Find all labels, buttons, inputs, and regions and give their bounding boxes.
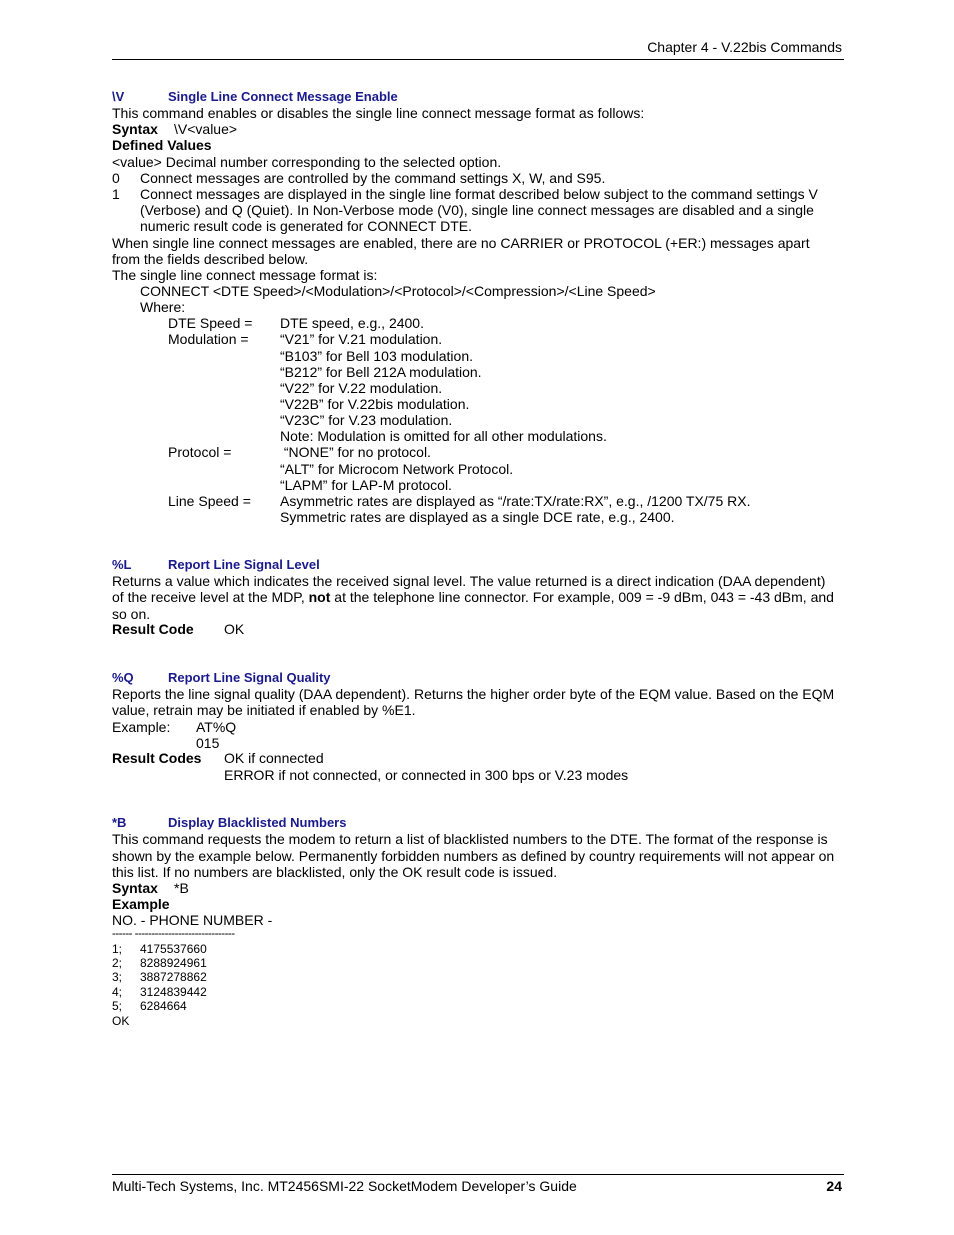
v-option-1-text: Connect messages are displayed in the single line format described below subject to the command settings V — [140, 186, 818, 202]
v-modulation-value: “V22B” for V.22bis modulation. — [280, 396, 470, 412]
q-example-command: AT%Q — [196, 719, 237, 735]
v-option-1-num: 1 — [112, 186, 120, 202]
v-defined-values-label: Defined Values — [112, 137, 212, 153]
b-example-label: Example — [112, 896, 170, 912]
section-title-v: Single Line Connect Message Enable — [168, 89, 398, 104]
b-list-row-no: 4; — [112, 985, 123, 999]
v-option-0-num: 0 — [112, 170, 120, 186]
b-list-row-phone: 3124839442 — [140, 985, 207, 999]
section-title-l: Report Line Signal Level — [168, 557, 320, 572]
v-line-speed-value: Asymmetric rates are displayed as “/rate:TX/rate:RX”, e.g., /1200 TX/75 RX. — [280, 493, 751, 509]
v-dte-value: DTE speed, e.g., 2400. — [280, 315, 424, 331]
b-list-row-no: 5; — [112, 999, 123, 1013]
b-list-dashes: ------ ------------------------------ — [112, 928, 235, 940]
q-result-value: OK if connected — [224, 750, 324, 766]
b-description: this list. If no numbers are blacklisted, only the OK result code is issued. — [112, 864, 558, 880]
b-list-ok: OK — [112, 1014, 130, 1028]
v-line-speed-label: Line Speed = — [168, 493, 251, 509]
q-example-response: 015 — [196, 735, 220, 751]
b-list-row-no: 2; — [112, 956, 123, 970]
v-line-speed-value: Symmetric rates are displayed as a single DCE rate, e.g., 2400. — [280, 509, 675, 525]
q-description: value, retrain may be initiated if enabled by %E1. — [112, 702, 416, 718]
v-protocol-label: Protocol = — [168, 444, 232, 460]
footer-rule — [112, 1174, 844, 1175]
v-option-1-text: numeric result code is generated for CONNECT DTE. — [140, 218, 472, 234]
v-when-text: When single line connect messages are enabled, there are no CARRIER or PROTOCOL (+ER:) messages apart — [112, 235, 810, 251]
q-description: Reports the line signal quality (DAA dependent). Returns the higher order byte of the EQM value. Based on the EQM — [112, 686, 835, 702]
v-format-intro: The single line connect message format is: — [112, 267, 378, 283]
section-title-b: Display Blacklisted Numbers — [168, 815, 347, 830]
page-number: 24 — [826, 1178, 842, 1194]
l-description: Returns a value which indicates the received signal level. The value returned is a direct indication (DAA dependent) — [112, 573, 826, 589]
v-modulation-note: Note: Modulation is omitted for all other modulations. — [280, 428, 607, 444]
v-modulation-label: Modulation = — [168, 331, 249, 347]
b-list-row-phone: 4175537660 — [140, 942, 207, 956]
v-modulation-value: “V23C” for V.23 modulation. — [280, 412, 453, 428]
v-format-string: CONNECT <DTE Speed>/<Modulation>/<Protocol>/<Compression>/<Line Speed> — [140, 283, 656, 299]
page-header: Chapter 4 - V.22bis Commands — [647, 39, 842, 55]
v-protocol-value: “LAPM” for LAP-M protocol. — [280, 477, 452, 493]
l-text: at the telephone line connector. For example, 009 = -9 dBm, 043 = -43 dBm, and — [330, 589, 834, 605]
b-list-header: NO. - PHONE NUMBER - — [112, 912, 273, 928]
q-result-value: ERROR if not connected, or connected in 300 bps or V.23 modes — [224, 767, 629, 783]
v-option-1-text: (Verbose) and Q (Quiet). In Non-Verbose mode (V0), single line connect messages are disabled and a single — [140, 202, 814, 218]
b-syntax-label: Syntax — [112, 880, 158, 896]
v-where-label: Where: — [140, 299, 186, 315]
b-syntax-value: *B — [174, 880, 189, 896]
q-example-label: Example: — [112, 719, 171, 735]
v-modulation-value: “B212” for Bell 212A modulation. — [280, 364, 482, 380]
l-text-bold: not — [308, 589, 331, 605]
l-text: of the receive level at the MDP, — [112, 589, 309, 605]
header-rule — [112, 59, 844, 60]
b-list-row-phone: 6284664 — [140, 999, 187, 1013]
section-title-q: Report Line Signal Quality — [168, 670, 331, 685]
v-value-desc: <value> Decimal number corresponding to the selected option. — [112, 154, 502, 170]
b-description: This command requests the modem to return a list of blacklisted numbers to the DTE. The format of the response is — [112, 831, 828, 847]
section-code-l: %L — [112, 557, 132, 572]
q-result-label: Result Codes — [112, 750, 202, 766]
l-description — [112, 589, 834, 605]
b-list-row-no: 1; — [112, 942, 123, 956]
section-code-v: \V — [112, 89, 125, 104]
b-list-row-no: 3; — [112, 970, 123, 984]
l-result-label: Result Code — [112, 621, 194, 637]
v-option-0-text: Connect messages are controlled by the command settings X, W, and S95. — [140, 170, 606, 186]
v-modulation-value: “V21” for V.21 modulation. — [280, 331, 443, 347]
v-description: This command enables or disables the single line connect message format as follows: — [112, 105, 645, 121]
l-result-value: OK — [224, 621, 245, 637]
v-modulation-value: “V22” for V.22 modulation. — [280, 380, 443, 396]
v-protocol-value: “NONE” for no protocol. — [280, 444, 431, 460]
v-when-text: from the fields described below. — [112, 251, 309, 267]
b-list-row-phone: 3887278862 — [140, 970, 207, 984]
v-syntax-label: Syntax — [112, 121, 158, 137]
v-protocol-value: “ALT” for Microcom Network Protocol. — [280, 461, 514, 477]
section-code-q: %Q — [112, 670, 134, 685]
v-dte-label: DTE Speed = — [168, 315, 253, 331]
v-modulation-value: “B103” for Bell 103 modulation. — [280, 348, 473, 364]
v-syntax-value: \V<value> — [174, 121, 238, 137]
b-list-row-phone: 8288924961 — [140, 956, 207, 970]
b-description: shown by the example below. Permanently forbidden numbers as defined by country requirements will not appear on — [112, 848, 835, 864]
footer-text: Multi-Tech Systems, Inc. MT2456SMI-22 SocketModem Developer’s Guide — [112, 1178, 577, 1194]
section-code-b: *B — [112, 815, 127, 830]
l-description: so on. — [112, 606, 151, 622]
